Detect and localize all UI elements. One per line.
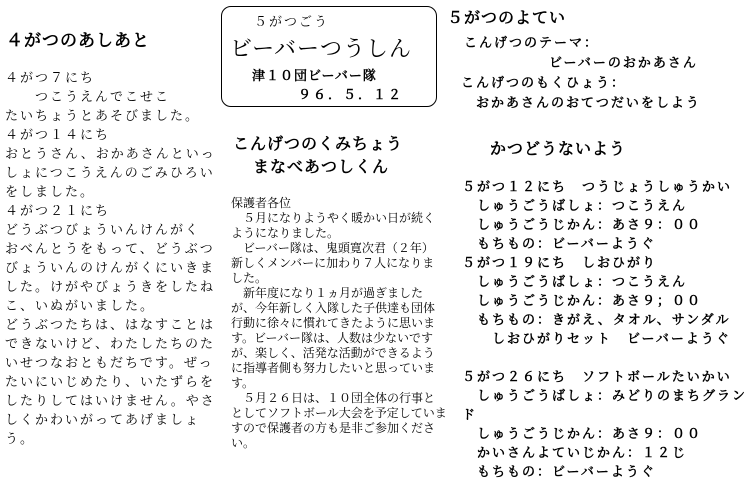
activity-line: しゅうごうじかん：あさ９；００ <box>462 294 703 309</box>
activity-line: しゅうごうばしょ：つこうえん <box>462 275 688 290</box>
goal-label: こんげつのもくひょう： <box>461 76 627 91</box>
notice-line: ようになりました。 <box>231 226 340 240</box>
left-line: ４がつ２１にち <box>5 204 111 219</box>
notice-line: い。 <box>231 436 256 450</box>
leader-heading: こんげつのくみちょう <box>233 134 404 153</box>
left-line: ４がつ７にち <box>5 71 96 86</box>
left-line: たいにいじめたり、いたずらを <box>5 375 216 390</box>
notice-line: ５月になりようやく暖かい日が続く <box>231 211 436 225</box>
left-line: ４がつ１４にち <box>5 128 111 143</box>
left-line: いせつなおともだちです。ぜっ <box>5 356 214 371</box>
activity-line: ５がつ１２にち つうじょうしゅうかい <box>462 180 733 195</box>
activity-line: しおひがりセット ビーバーようぐ <box>462 332 731 347</box>
left-heading: ４がつのあしあと <box>6 31 150 51</box>
activity-line: もちもの：ビーバーようぐ <box>462 237 656 252</box>
notice-line: す。ビーバー隊は、人数は少ないです <box>231 331 433 345</box>
leader-name: まなべあつしくん <box>253 157 390 176</box>
notice-line: す。 <box>231 376 255 390</box>
activity-line: かいさんよていじかん：１２じ <box>462 446 688 461</box>
left-line: どうぶつたちは、はなすことは <box>5 318 216 333</box>
activity-line: ド <box>462 408 478 423</box>
activity-line: ５がつ１９にち しおひがり <box>462 256 658 271</box>
left-line: おべんとうをもって、どうぶつ <box>5 242 215 257</box>
notice-line: に指導者側も努力したいと思っていま <box>231 361 436 375</box>
issue-label: ５がつごう <box>254 15 330 30</box>
group-name: 津１０団ビーバー隊 <box>252 69 377 84</box>
left-line: しょにつこうえんのごみひろい <box>5 166 215 181</box>
left-line: びょういんのけんがくにいきま <box>5 261 216 276</box>
left-line: できないけど、わたしたちのた <box>5 337 216 352</box>
theme-label: こんげつのテーマ： <box>464 36 600 51</box>
activity-line: しゅうごうばしょ：つこうえん <box>462 199 688 214</box>
notice-line: が、楽しく、活発な活動ができるよう <box>231 346 435 360</box>
theme-value: ビーバーのおかあさん <box>549 56 698 71</box>
masthead-box <box>221 6 437 107</box>
left-line: しくかわいがってあげましょ <box>5 413 201 428</box>
left-line: したりしてはいけません。やさ <box>5 394 216 409</box>
notice-line: 保護者各位 <box>231 196 292 210</box>
notice-line: としてソフトボール大会を予定していま <box>231 406 447 420</box>
notice-line: した。 <box>231 271 268 285</box>
notice-line: が、今年新しく入隊した子供達も団体 <box>231 301 436 315</box>
left-line: う。 <box>5 432 36 447</box>
left-line: こ、いぬがいました。 <box>5 299 156 314</box>
activities-heading: かつどうないよう <box>490 139 627 158</box>
left-line: どうぶつびょういんけんがく <box>5 223 201 238</box>
notice-line: 行動に徐々に慣れてきたように思いま <box>231 316 436 330</box>
notice-line: 新しくメンバーに加わり７人になりま <box>231 256 435 270</box>
notice-line: ５月２６日は、１０団全体の行事と <box>231 391 436 405</box>
left-line: した。けがやびょうきをしたね <box>5 280 216 295</box>
issue-date: ９６．５．１２ <box>298 88 404 103</box>
newsletter-title: ビーバーつうしん <box>230 37 413 62</box>
left-line: つこうえんでこせこ <box>5 90 171 105</box>
notice-line: ビーバー隊は、鬼頭寛次君（２年） <box>231 241 434 255</box>
activity-line: もちもの：ビーバーようぐ <box>462 465 656 480</box>
left-line: をしました。 <box>5 185 96 200</box>
activity-line: もちもの：きがえ、タオル、サンダル <box>462 313 731 328</box>
activity-line: しゅうごうじかん：あさ９：００ <box>462 427 703 442</box>
goal-value: おかあさんのおてつだいをしよう <box>476 96 701 111</box>
notice-line: 新年度になり１ヵ月が過ぎました <box>231 286 424 300</box>
schedule-heading: ５がつのよてい <box>447 8 567 27</box>
activity-line: しゅうごうじかん：あさ９：００ <box>462 218 703 233</box>
activity-line: ５がつ２６にち ソフトボールたいかい <box>462 370 732 385</box>
left-line: たいちょうとあそびました。 <box>5 109 201 124</box>
activity-line: しゅうごうばしょ：みどりのまちグラン <box>462 389 747 404</box>
notice-line: すので保護者の方も是非ご参加くださ <box>231 421 436 435</box>
left-line: おとうさん、おかあさんといっ <box>5 147 216 162</box>
